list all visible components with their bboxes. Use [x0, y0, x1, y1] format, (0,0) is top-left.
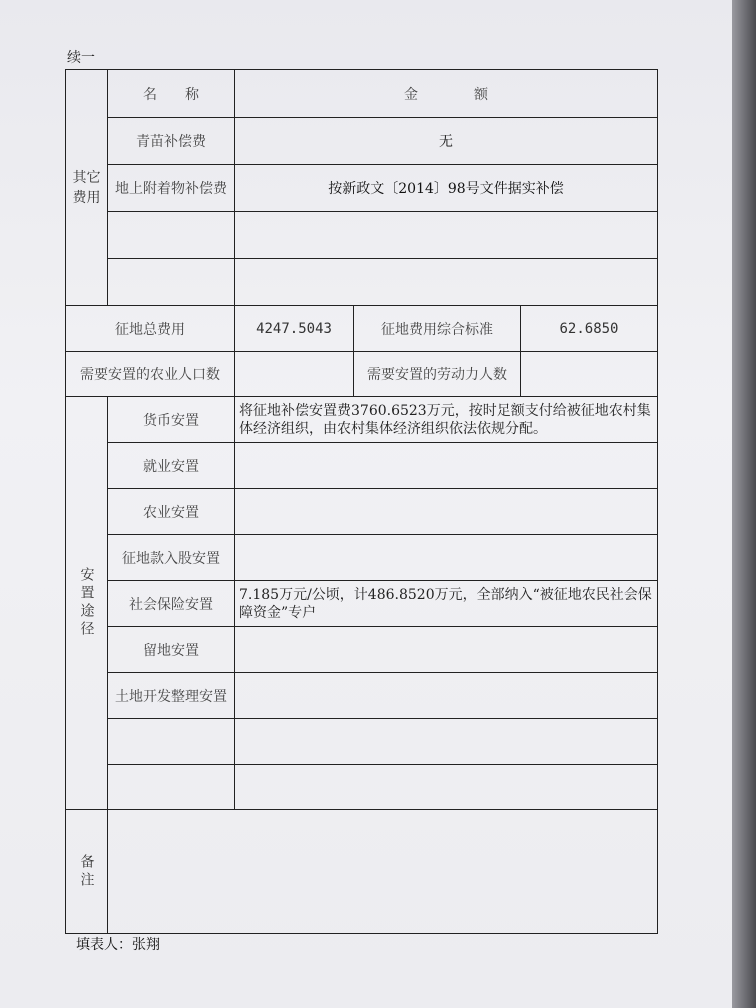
remarks-row: [66, 810, 658, 934]
remarks-label: 备注: [66, 810, 108, 934]
resettlement-row: [66, 673, 658, 719]
resettlement-side-label: 安置途径: [66, 397, 108, 810]
resettlement-row: [66, 719, 658, 765]
col-amount-header: 金 额: [235, 70, 658, 118]
fee-value: 按新政文〔2014〕98号文件据实补偿: [235, 165, 658, 212]
farm-pop-label: 需要安置的农业人口数: [66, 352, 235, 397]
filled-by: 填表人：张翔: [76, 937, 160, 953]
resettlement-name: 征地款入股安置: [108, 535, 235, 581]
resettlement-value: [235, 627, 658, 673]
resettlement-value: [235, 673, 658, 719]
resettlement-name: 货币安置: [108, 397, 235, 443]
remarks-value: [108, 810, 658, 934]
standard-value: 62.6850: [521, 306, 658, 352]
resettlement-value: [235, 535, 658, 581]
resettlement-name: 农业安置: [108, 489, 235, 535]
other-fee-row: [66, 259, 658, 306]
labor-value: [521, 352, 658, 397]
fee-name: [108, 259, 235, 306]
total-value: 4247.5043: [235, 306, 354, 352]
resettlement-row: [66, 489, 658, 535]
other-fees-header-row: [66, 70, 658, 118]
resettlement-value: [235, 443, 658, 489]
resettlement-name: [108, 719, 235, 765]
other-fee-row: [66, 165, 658, 212]
resettlement-row: [66, 535, 658, 581]
resettlement-name: 就业安置: [108, 443, 235, 489]
fee-value: [235, 212, 658, 259]
resettlement-value: [235, 489, 658, 535]
total-row: [66, 306, 658, 352]
resettlement-row: [66, 581, 658, 627]
resettlement-row: [66, 627, 658, 673]
farm-pop-value: [235, 352, 354, 397]
resettlement-name: 土地开发整理安置: [108, 673, 235, 719]
fee-value: 无: [235, 118, 658, 165]
fee-name: 青苗补偿费: [108, 118, 235, 165]
resettlement-name: 留地安置: [108, 627, 235, 673]
resettlement-row: [66, 397, 658, 443]
fee-name: [108, 212, 235, 259]
continued-label: 续一: [67, 50, 95, 66]
resettlement-name: [108, 765, 235, 810]
labor-label: 需要安置的劳动力人数: [354, 352, 521, 397]
resettlement-value: [235, 765, 658, 810]
resettlement-row: [66, 443, 658, 489]
resettlement-name: 社会保险安置: [108, 581, 235, 627]
other-fees-side-label: 其它 费用: [66, 70, 108, 306]
compensation-form: [65, 69, 658, 934]
population-row: [66, 352, 658, 397]
fee-name: 地上附着物补偿费: [108, 165, 235, 212]
fee-value: [235, 259, 658, 306]
resettlement-row: [66, 765, 658, 810]
other-fee-row: [66, 118, 658, 165]
standard-label: 征地费用综合标准: [354, 306, 521, 352]
resettlement-value: 7.185万元/公顷，计486.8520万元，全部纳入“被征地农民社会保障资金”专户: [235, 581, 658, 627]
other-fee-row: [66, 212, 658, 259]
resettlement-value: [235, 719, 658, 765]
total-label: 征地总费用: [66, 306, 235, 352]
col-name-header: 名 称: [108, 70, 235, 118]
resettlement-value: 将征地补偿安置费3760.6523万元，按时足额支付给被征地农村集体经济组织，由农村集体经济组织依法依规分配。: [235, 397, 658, 443]
page-edge-shadow: [732, 0, 756, 1008]
